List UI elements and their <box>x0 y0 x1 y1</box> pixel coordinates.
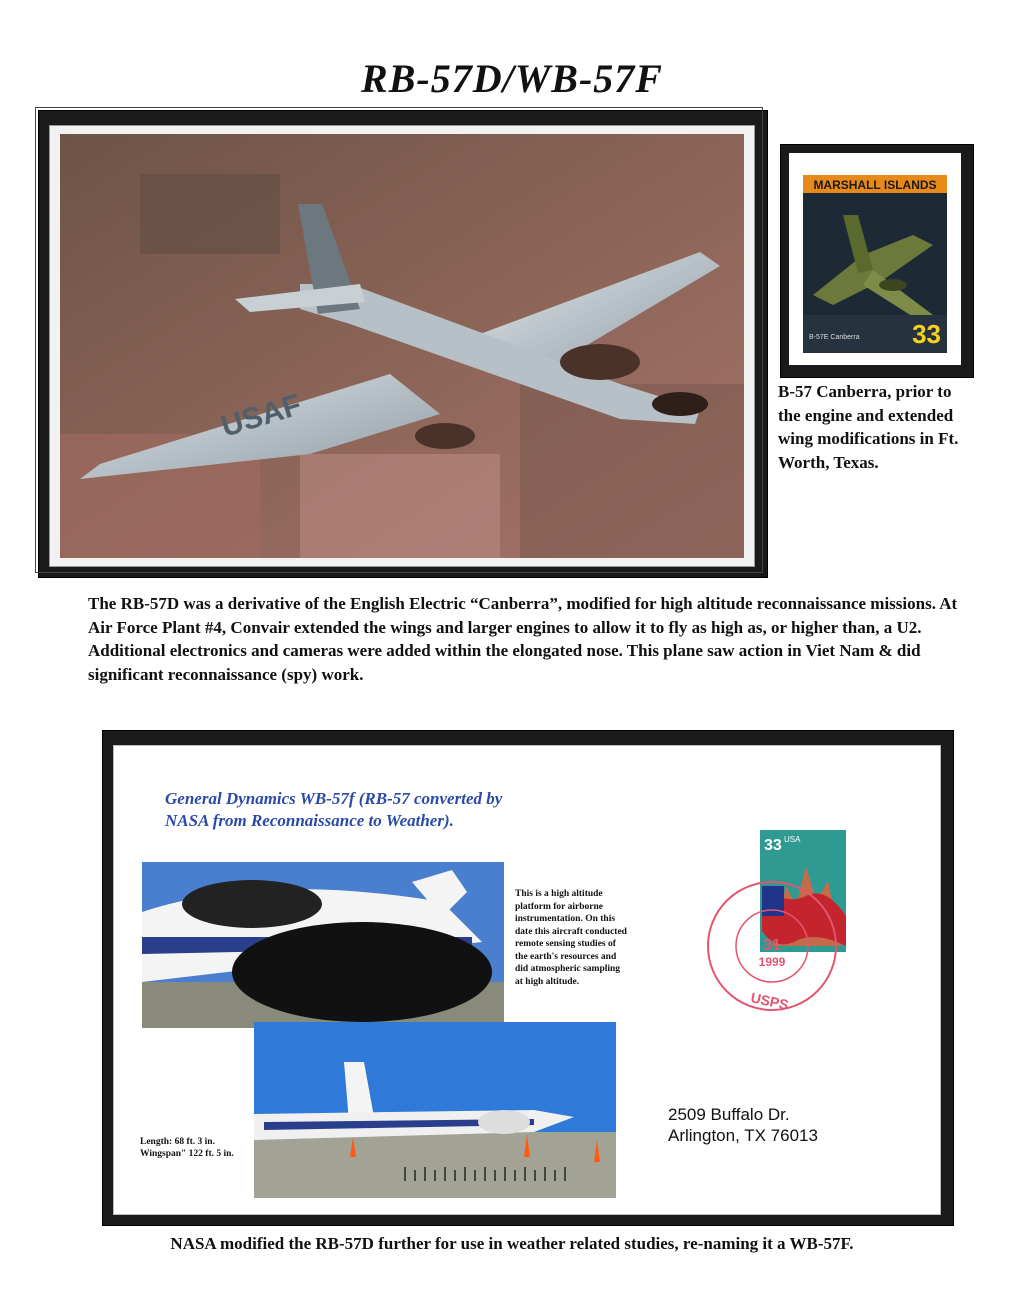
postmark-label: USPS <box>749 989 790 1013</box>
marshall-islands-stamp <box>803 175 947 353</box>
rb57d-aircraft-photo <box>60 134 744 558</box>
stamp-frame <box>780 144 974 378</box>
address-block <box>668 1104 908 1146</box>
main-photo-frame <box>38 110 768 578</box>
description-paragraph: The RB-57D was a derivative of the English Electric “Canberra”, modified for high altitude reconnaissance missions. At Air Force Plant #4, Convair extended the wings and larger engines to allow it to fly as high as, or higher than, a U2. Additional electronics and cameras were added within the elongated nose. This plane saw action in Viet Nam & did significant reconnaissance (spy) work. <box>88 594 958 684</box>
cover-heading: General Dynamics WB-57f (RB-57 converted by NASA from Reconnaissance to Weather). <box>165 789 503 830</box>
cover-note: This is a high altitude platform for airborne instrumentation. On this date this aircraft conducted remote sensing studies of the earth's resources and did atmospheric sampling at high altitude. <box>515 889 627 987</box>
main-photo-mat <box>49 125 755 567</box>
usaf-marking: USAF <box>217 388 306 444</box>
wb57f-cockpit-photo <box>142 862 504 1028</box>
wb57f-ground-photo <box>254 1022 616 1198</box>
wingspan-text: Wingspan" 122 ft. 5 in. <box>140 1149 234 1159</box>
cover-stamp-denomination: 33 <box>764 837 782 854</box>
aircraft-dimensions <box>140 1136 260 1160</box>
cover-postage-stamp <box>706 826 856 1026</box>
stamp-denomination: 33 <box>912 319 941 349</box>
closing-paragraph: NASA modified the RB-57D further for use in weather related studies, re-naming it a WB-57F. <box>170 1234 854 1253</box>
postmark-day: 31 <box>763 937 781 954</box>
cover-stamp-country: USA <box>784 835 801 844</box>
postmark-year: 1999 <box>758 955 786 969</box>
stamp-country: MARSHALL ISLANDS <box>813 178 937 192</box>
page-title: RB-57D/WB-57F <box>361 56 663 101</box>
length-text: Length: 68 ft. 3 in. <box>140 1137 215 1147</box>
stamp-mat <box>789 153 961 365</box>
address-line-2: Arlington, TX 76013 <box>668 1126 818 1145</box>
stamp-aircraft-label: B-57E Canberra <box>809 334 860 341</box>
address-line-1: 2509 Buffalo Dr. <box>668 1105 790 1124</box>
stamp-caption: B-57 Canberra, prior to the engine and extended wing modifications in Ft. Worth, Texas. <box>778 382 959 472</box>
